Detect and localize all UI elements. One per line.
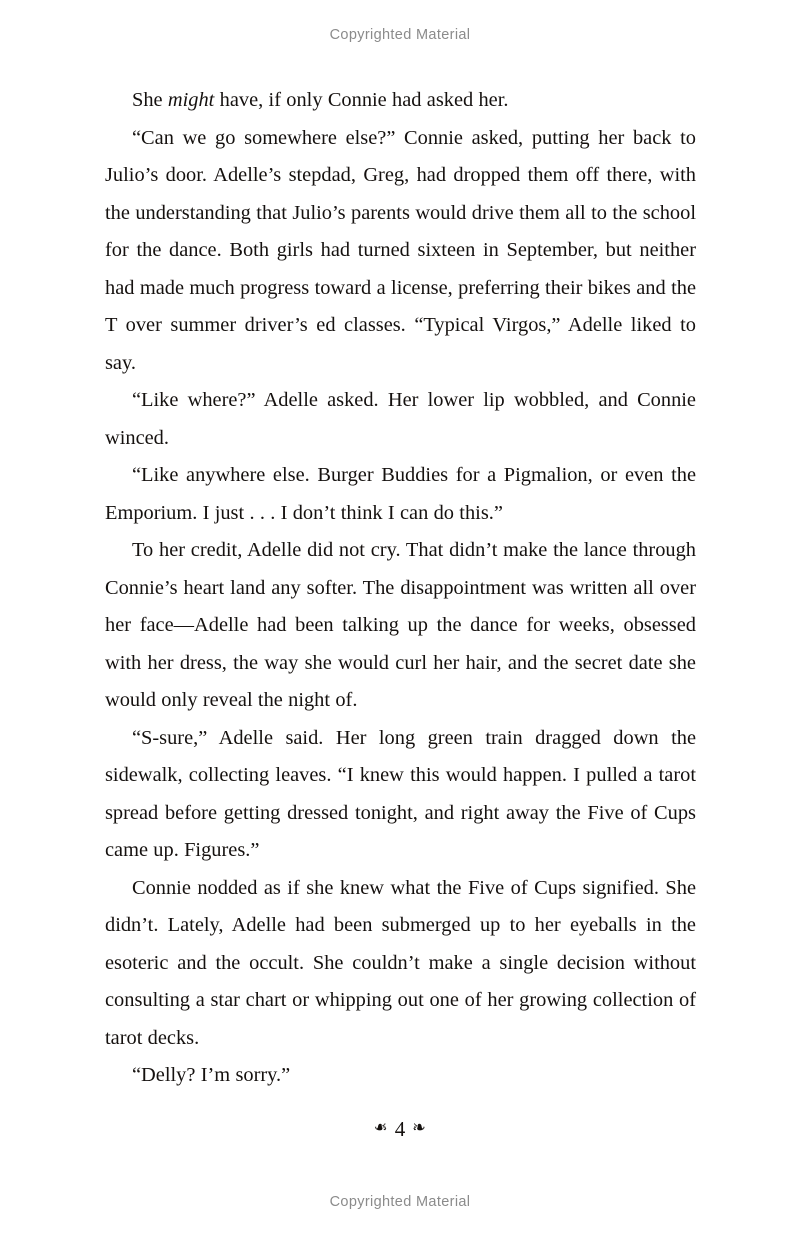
paragraph-8: “Delly? I’m sorry.”	[132, 1064, 291, 1086]
paragraph-1-text-before-italic: She	[132, 89, 168, 111]
paragraph-4: “Like anywhere else. Burger Buddies for a Pigmalion, or even the Emporium. I just . . . I don’t think I can do this.”	[105, 464, 696, 524]
paragraph-1	[105, 82, 696, 120]
page-folio	[0, 1113, 800, 1143]
page-number: 4	[394, 1117, 406, 1142]
paragraph-1-emphasis: might	[167, 89, 215, 111]
paragraph-5: To her credit, Adelle did not cry. That didn’t make the lance through Connie’s heart land any softer. The disappointment was written all over her face—Adelle had been talking up the dance for weeks, obsessed with her dress, the way she would curl her hair, and the secret date she would only reveal the night of.	[105, 539, 696, 711]
paragraph-6: “S-sure,” Adelle said. Her long green train dragged down the sidewalk, collecting leaves. “I knew this would happen. I pulled a tarot spread before getting dressed tonight, and right away the Five of Cups came up. Figures.”	[105, 726, 696, 861]
paragraph-2: “Can we go somewhere else?” Connie asked, putting her back to Julio’s door. Adelle’s stepdad, Greg, had dropped them off there, with the understanding that Julio’s parents would drive them all to the school for the dance. Both girls had turned sixteen in September, but neither had made much progress toward a license, preferring their bikes and the T over summer driver’s ed classes. “Typical Virgos,” Adelle liked to say.	[105, 126, 696, 374]
body-text-column	[105, 82, 696, 1095]
fleuron-ornament-left-icon: ❧	[374, 1118, 388, 1139]
paragraph-3: “Like where?” Adelle asked. Her lower lip wobbled, and Connie winced.	[105, 389, 696, 449]
fleuron-ornament-right-icon: ❧	[412, 1118, 426, 1139]
paragraph-1-text-after-italic: have, if only Connie had asked her.	[214, 89, 509, 111]
paragraph-7: Connie nodded as if she knew what the Five of Cups signified. She didn’t. Lately, Adelle had been submerged up to her eyeballs in the esoteric and the occult. She couldn’t make a single decision without consulting a star chart or whipping out one of her growing collection of tarot decks.	[105, 876, 696, 1049]
copyright-watermark-footer: Copyrighted Material	[329, 1194, 471, 1210]
copyright-watermark-header: Copyrighted Material	[329, 27, 471, 43]
